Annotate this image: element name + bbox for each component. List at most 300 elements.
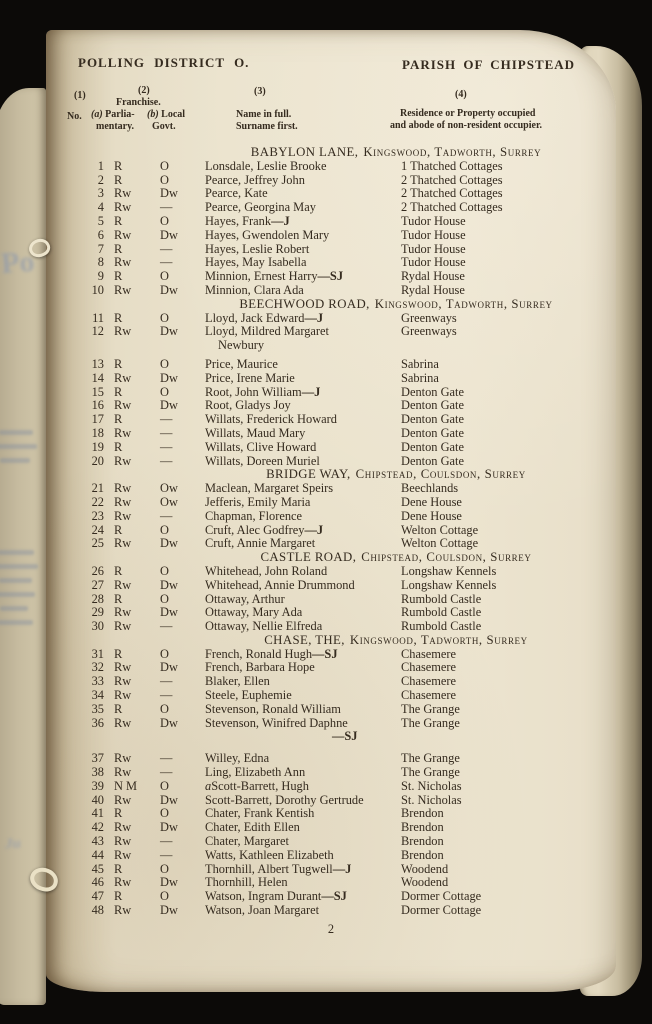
entry-residence: Sabrina [401, 370, 439, 385]
entry-local-franchise: O [160, 778, 169, 793]
name-text: Stevenson, Ronald William [205, 701, 341, 716]
street-name: CHASE, THE, [264, 632, 345, 647]
name-text: French, Barbara Hope [205, 660, 315, 675]
entry-parliamentary-franchise: Rw [114, 255, 132, 270]
entry-parliamentary-franchise: Rw [114, 398, 132, 413]
entry-no: 37 [91, 751, 104, 766]
entry-no: 29 [91, 605, 104, 620]
page-content [46, 30, 616, 992]
entry-parliamentary-franchise: R [114, 241, 123, 256]
entry-local-franchise: Dw [160, 875, 178, 890]
entry-parliamentary-franchise: Rw [114, 765, 132, 780]
entry-local-franchise: Dw [160, 370, 178, 385]
entry-residence: Brendon [401, 820, 444, 835]
street-location: Kingswood, Tadworth, Surrey [374, 296, 553, 311]
parish-title: PARISH OF CHIPSTEAD [402, 57, 576, 72]
entry-no: 10 [91, 282, 104, 297]
entry-no: 35 [91, 701, 104, 716]
jury-mark: —J [332, 861, 352, 876]
entry-no: 2 [97, 172, 104, 187]
entry-name [205, 766, 401, 780]
street-name: BRIDGE WAY, [266, 467, 351, 482]
name-text: Watts, Kathleen Elizabeth [205, 847, 334, 862]
entry-local-franchise: Dw [160, 577, 178, 592]
register-row [46, 752, 616, 766]
entry-local-franchise: O [160, 591, 169, 606]
entry-residence: Denton Gate [401, 398, 464, 413]
entry-name [205, 835, 401, 849]
entry-name [205, 661, 401, 675]
register-row [46, 876, 616, 890]
name-text: Pearce, Georgina May [205, 200, 316, 215]
name-text: Chater, Frank Kentish [205, 806, 315, 821]
entry-local-franchise: Dw [160, 903, 178, 918]
entry-local-franchise: — [160, 674, 173, 689]
entry-parliamentary-franchise: R [114, 310, 123, 325]
name-text: Lloyd, Mildred Margaret [205, 324, 329, 339]
column-number-4: (4) [455, 89, 467, 100]
entry-no: 28 [91, 591, 104, 606]
entry-name [205, 863, 401, 877]
entry-residence: Dormer Cottage [401, 903, 482, 918]
franchise-label: Franchise. [116, 97, 161, 108]
entry-parliamentary-franchise: R [114, 563, 123, 578]
entry-parliamentary-franchise: R [114, 172, 123, 187]
parliamentary-label-text: Parlia- [105, 109, 135, 120]
name-text: Price, Irene Marie [205, 370, 295, 385]
entry-local-franchise: O [160, 172, 169, 187]
entry-name [205, 256, 401, 270]
entry-residence: The Grange [401, 765, 460, 780]
entry-parliamentary-franchise: R [114, 213, 123, 228]
entry-local-franchise: Dw [160, 186, 178, 201]
entry-residence: Denton Gate [401, 412, 464, 427]
entry-name [205, 821, 401, 835]
b-marker: (b) [147, 109, 159, 120]
entry-no: 48 [91, 903, 104, 918]
register-row [46, 620, 616, 634]
register-row [46, 780, 616, 794]
entry-name [205, 579, 401, 593]
entry-residence: Chasemere [401, 646, 457, 661]
entry-name [205, 876, 401, 890]
entry-residence: Denton Gate [401, 453, 464, 468]
jury-mark: —J [271, 213, 290, 228]
entry-parliamentary-franchise: Rw [114, 792, 132, 807]
register-row [46, 807, 616, 821]
a-marker: (a) [91, 109, 103, 120]
name-text: Watson, Ingram Durant [205, 889, 322, 904]
street-location: Chipstead, Coulsdon, Surrey [355, 467, 526, 482]
register-row [46, 201, 616, 215]
entry-parliamentary-franchise: R [114, 439, 123, 454]
name-text: Chater, Margaret [205, 834, 289, 849]
entry-local-franchise: — [160, 751, 173, 766]
entry-local-franchise: — [160, 508, 173, 523]
entry-no: 9 [97, 269, 104, 284]
entry-local-franchise: Ow [160, 494, 178, 509]
local-column-label-2: Govt. [152, 121, 176, 132]
register-row [46, 256, 616, 270]
name-text: Maclean, Margaret Speirs [205, 481, 334, 496]
name-text: Steele, Euphemie [205, 688, 292, 703]
entry-local-franchise: — [160, 688, 173, 703]
entry-parliamentary-franchise: Rw [114, 200, 132, 215]
register-row [46, 270, 616, 284]
entry-residence: Greenways [401, 310, 457, 325]
entry-parliamentary-franchise: Rw [114, 370, 132, 385]
name-text: Willats, Clive Howard [205, 439, 317, 454]
name-continuation-text: Newbury [218, 338, 265, 353]
register-row [46, 606, 616, 620]
entry-name [205, 201, 401, 215]
register-row [46, 229, 616, 243]
name-text: Minnion, Ernest Harry [205, 269, 318, 284]
entry-name [205, 441, 401, 455]
entry-no: 33 [91, 674, 104, 689]
entry-parliamentary-franchise: Rw [114, 425, 132, 440]
entry-local-franchise: — [160, 255, 173, 270]
street-name: BABYLON LANE, [250, 145, 359, 159]
entry-no: 17 [91, 412, 104, 427]
name-text: Blaker, Ellen [205, 674, 270, 689]
entry-residence: 2 Thatched Cottages [401, 172, 503, 187]
name-text: French, Ronald Hugh [205, 646, 313, 661]
name-text: Hayes, Frank [205, 213, 272, 228]
name-column-label: Name in full. [236, 109, 292, 120]
register-row [46, 579, 616, 593]
register-row [46, 835, 616, 849]
entry-no: 30 [91, 619, 104, 634]
entry-no: 11 [92, 310, 104, 325]
entry-name [205, 312, 401, 326]
entry-name [205, 243, 401, 257]
entry-no: 27 [91, 577, 104, 592]
register-row [46, 863, 616, 877]
register-row [46, 427, 616, 441]
entry-name-continuation [46, 730, 616, 744]
no-column-label: No. [67, 111, 82, 122]
entry-name [205, 904, 401, 918]
entry-name-continuation [46, 339, 616, 353]
name-text: Pearce, Jeffrey John [205, 172, 305, 187]
entry-local-franchise: — [160, 412, 173, 427]
entry-parliamentary-franchise: Rw [114, 715, 132, 730]
jury-mark: —SJ [312, 646, 338, 661]
entry-name [205, 849, 401, 863]
entry-name [205, 174, 401, 188]
register-row [46, 593, 616, 607]
register-row [46, 648, 616, 662]
name-text: Willats, Doreen Muriel [205, 453, 320, 468]
register-row [46, 312, 616, 326]
entry-no: 46 [91, 875, 104, 890]
entry-name [205, 510, 401, 524]
name-text: Willats, Maud Mary [205, 425, 306, 440]
entry-no: 43 [91, 834, 104, 849]
entry-parliamentary-franchise: Rw [114, 282, 132, 297]
entry-residence: Longshaw Kennels [401, 577, 497, 592]
entry-local-franchise: Dw [160, 282, 178, 297]
entry-no: 34 [91, 688, 104, 703]
entry-residence: Tudor House [401, 241, 466, 256]
name-text: Chapman, Florence [205, 508, 303, 523]
register-row [46, 482, 616, 496]
entry-no: 14 [91, 370, 104, 385]
bleed-smudge [0, 458, 30, 463]
entry-name [205, 780, 401, 794]
entry-residence: Tudor House [401, 213, 466, 228]
entry-no: 15 [91, 384, 104, 399]
entry-residence: 2 Thatched Cottages [401, 200, 503, 215]
register-row [46, 455, 616, 469]
entry-residence: Woodend [401, 861, 449, 876]
page-number: 2 [327, 922, 335, 936]
name-text: Hayes, Gwendolen Mary [205, 227, 330, 242]
entry-no: 36 [91, 715, 104, 730]
entry-parliamentary-franchise: Rw [114, 605, 132, 620]
entry-residence: Dormer Cottage [401, 889, 482, 904]
entry-parliamentary-franchise: R [114, 356, 123, 371]
entry-residence: 2 Thatched Cottages [401, 186, 503, 201]
entry-name [205, 890, 401, 904]
entry-no: 24 [91, 522, 104, 537]
entry-parliamentary-franchise: Rw [114, 619, 132, 634]
entry-name [205, 372, 401, 386]
entry-no: 23 [91, 508, 104, 523]
entry-parliamentary-franchise: Rw [114, 751, 132, 766]
entry-residence: Denton Gate [401, 439, 464, 454]
entry-residence: Tudor House [401, 255, 466, 270]
jury-mark: —SJ [321, 889, 347, 904]
entry-local-franchise: Dw [160, 792, 178, 807]
name-continuation-text: —SJ [332, 729, 358, 744]
register-row [46, 794, 616, 808]
entry-parliamentary-franchise: Rw [114, 577, 132, 592]
name-text: Lloyd, Jack Edward [205, 310, 305, 325]
entry-residence: Beechlands [401, 481, 459, 496]
name-prefix: a [205, 778, 212, 793]
entry-residence: Brendon [401, 806, 444, 821]
entry-residence: Denton Gate [401, 384, 464, 399]
entry-residence: Chasemere [401, 660, 457, 675]
entry-no: 41 [91, 806, 104, 821]
entry-local-franchise: O [160, 646, 169, 661]
entry-local-franchise: O [160, 213, 169, 228]
entry-name [205, 752, 401, 766]
name-text: Watson, Joan Margaret [205, 903, 320, 918]
entry-no: 12 [91, 324, 104, 339]
register-row [46, 284, 616, 298]
entry-parliamentary-franchise: R [114, 889, 123, 904]
entry-parliamentary-franchise: R [114, 412, 123, 427]
entry-name [205, 565, 401, 579]
entry-name [205, 537, 401, 551]
name-text: Whitehead, John Roland [205, 563, 328, 578]
entry-local-franchise: O [160, 522, 169, 537]
entry-residence: Longshaw Kennels [401, 563, 497, 578]
street-header [205, 468, 587, 482]
entry-parliamentary-franchise: Rw [114, 875, 132, 890]
residence-column-label: Residence or Property occupied [400, 108, 536, 119]
name-text: Hayes, Leslie Robert [205, 241, 310, 256]
entry-parliamentary-franchise: Rw [114, 820, 132, 835]
entry-local-franchise: Dw [160, 227, 178, 242]
entry-parliamentary-franchise: R [114, 158, 123, 173]
entry-name [205, 606, 401, 620]
entry-local-franchise: Dw [160, 715, 178, 730]
entry-parliamentary-franchise: Rw [114, 847, 132, 862]
entry-local-franchise: — [160, 425, 173, 440]
register-row [46, 890, 616, 904]
register-row [46, 386, 616, 400]
name-text: Stevenson, Winifred Daphne [205, 715, 348, 730]
entry-residence: Welton Cottage [401, 522, 479, 537]
entry-name [205, 455, 401, 469]
name-text: Hayes, May Isabella [205, 255, 307, 270]
entry-no: 3 [97, 186, 104, 201]
bleed-smudge [0, 430, 33, 435]
entry-parliamentary-franchise: Rw [114, 688, 132, 703]
name-text: Thornhill, Albert Tugwell [205, 861, 333, 876]
name-text: Chater, Edith Ellen [205, 820, 300, 835]
name-text: Jefferis, Emily Maria [205, 494, 311, 509]
entry-no: 40 [91, 792, 104, 807]
entry-parliamentary-franchise: Rw [114, 453, 132, 468]
entry-local-franchise: Dw [160, 660, 178, 675]
jury-mark: —J [301, 384, 321, 399]
entry-local-franchise: — [160, 200, 173, 215]
bleed-smudge [0, 444, 37, 449]
entry-name [205, 648, 401, 662]
entry-no: 19 [91, 439, 104, 454]
entry-no: 39 [91, 778, 104, 793]
name-text: Cruft, Alec Godfrey [205, 522, 305, 537]
entry-no: 31 [91, 646, 104, 661]
entry-residence: St. Nicholas [401, 778, 462, 793]
entry-local-franchise: — [160, 847, 173, 862]
row-spacer [46, 744, 616, 752]
entry-name [205, 524, 401, 538]
entry-local-franchise: Dw [160, 324, 178, 339]
entry-local-franchise: O [160, 563, 169, 578]
entry-no: 45 [91, 861, 104, 876]
entry-local-franchise: Dw [160, 820, 178, 835]
name-text: Price, Maurice [205, 356, 278, 371]
entry-residence: Sabrina [401, 356, 439, 371]
entry-parliamentary-franchise: Rw [114, 494, 132, 509]
entry-no: 1 [97, 158, 104, 173]
entry-local-franchise: — [160, 834, 173, 849]
register-row [46, 243, 616, 257]
entry-parliamentary-franchise: R [114, 591, 123, 606]
register-row [46, 661, 616, 675]
street-header [205, 298, 587, 312]
entry-residence: Rydal House [401, 269, 465, 284]
name-text: Willats, Frederick Howard [205, 412, 337, 427]
entry-name [205, 386, 401, 400]
local-column-label [147, 109, 185, 120]
entry-local-franchise: Dw [160, 605, 178, 620]
bleed-smudge [0, 578, 32, 583]
entry-name [205, 325, 401, 339]
name-text: Cruft, Annie Margaret [205, 536, 316, 551]
entry-local-franchise: O [160, 158, 169, 173]
column-number-2: (2) [138, 85, 150, 96]
name-text: Pearce, Kate [205, 186, 268, 201]
name-column-label-2: Surname first. [236, 121, 298, 132]
entry-local-franchise: — [160, 439, 173, 454]
entry-name [205, 620, 401, 634]
entry-residence: Rumbold Castle [401, 591, 482, 606]
entry-name [205, 284, 401, 298]
parliamentary-column-label [91, 109, 135, 120]
register-rows [46, 146, 616, 918]
entry-name [205, 413, 401, 427]
entry-local-franchise: Dw [160, 536, 178, 551]
name-text: Minnion, Clara Ada [205, 282, 304, 297]
entry-name [205, 717, 401, 731]
entry-residence: Rumbold Castle [401, 619, 482, 634]
entry-no: 5 [97, 213, 104, 228]
register-row [46, 358, 616, 372]
entry-local-franchise: O [160, 889, 169, 904]
residence-column-label-2: and abode of non-resident occupier. [390, 120, 542, 131]
name-text: Root, Gladys Joy [205, 398, 291, 413]
entry-name [205, 807, 401, 821]
street-location: Chipstead, Coulsdon, Surrey [361, 550, 532, 565]
entry-name [205, 703, 401, 717]
jury-mark: —SJ [317, 269, 344, 284]
entry-name [205, 427, 401, 441]
entry-local-franchise: O [160, 701, 169, 716]
entry-parliamentary-franchise: Rw [114, 660, 132, 675]
register-row [46, 174, 616, 188]
entry-parliamentary-franchise: R [114, 269, 123, 284]
register-row [46, 675, 616, 689]
entry-parliamentary-franchise: Rw [114, 834, 132, 849]
street-header [205, 634, 587, 648]
entry-local-franchise: O [160, 806, 169, 821]
street-location: Kingswood, Tadworth, Surrey [349, 632, 528, 647]
entry-parliamentary-franchise: R [114, 646, 123, 661]
entry-parliamentary-franchise: Rw [114, 227, 132, 242]
entry-parliamentary-franchise: R [114, 806, 123, 821]
register-row [46, 717, 616, 731]
entry-no: 6 [97, 227, 104, 242]
jury-mark: —J [304, 522, 324, 537]
entry-residence: Woodend [401, 875, 449, 890]
register-row [46, 372, 616, 386]
entry-name [205, 215, 401, 229]
entry-no: 44 [91, 847, 104, 862]
register-row [46, 215, 616, 229]
entry-local-franchise: O [160, 861, 169, 876]
entry-residence: The Grange [401, 701, 460, 716]
entry-residence: Brendon [401, 834, 444, 849]
register-row [46, 703, 616, 717]
entry-no: 7 [97, 241, 104, 256]
name-text: Ottaway, Mary Ada [205, 605, 303, 620]
entry-no: 38 [91, 765, 104, 780]
entry-no: 47 [91, 889, 104, 904]
entry-parliamentary-franchise: Rw [114, 508, 132, 523]
entry-local-franchise: O [160, 356, 169, 371]
polling-district-title: POLLING DISTRICT O. [78, 55, 250, 70]
entry-residence: Rumbold Castle [401, 605, 482, 620]
entry-local-franchise: O [160, 310, 169, 325]
entry-parliamentary-franchise: R [114, 384, 123, 399]
